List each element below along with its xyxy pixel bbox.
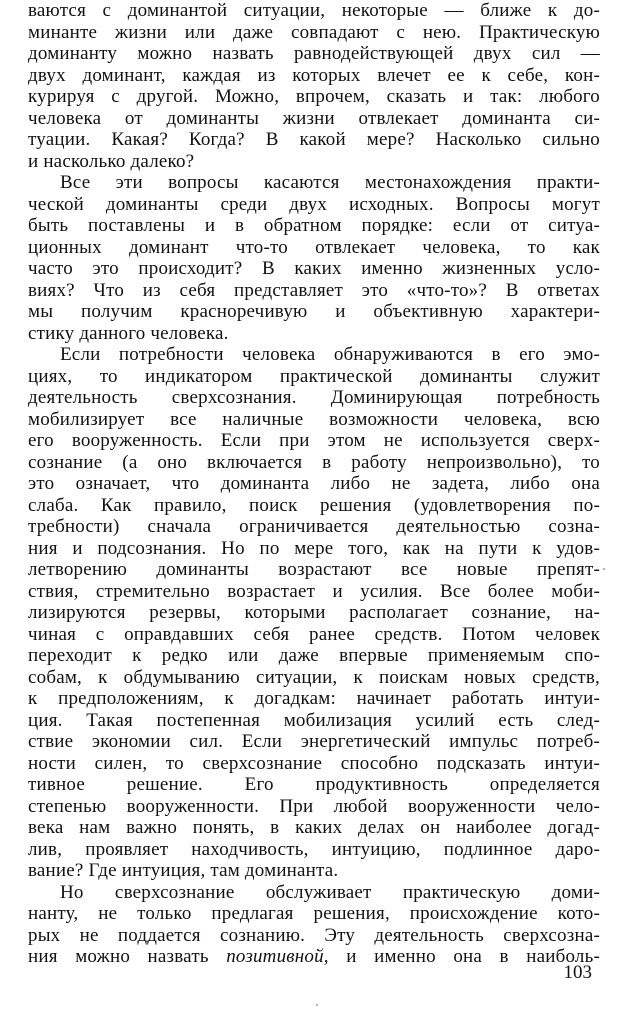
- text-line: переходит к редко или даже впервые применяемым спо-: [28, 645, 600, 666]
- text-line: мы получим красноречивую и объективную характери-: [28, 301, 600, 322]
- text-line: его вооруженность. Если при этом не используется сверх-: [28, 430, 600, 451]
- text-line: ствия, стремительно возрастает и усилия. Все более моби-: [28, 580, 600, 602]
- paragraph-4: [28, 882, 600, 968]
- text-line: века нам важно понять, в каких делах он наиболее догад-: [28, 817, 600, 838]
- text-line: мобилизирует все наличные возможности человека, всю: [28, 408, 600, 430]
- text-line: к предположениям, к догадкам: начинает работать интуи-: [28, 688, 600, 709]
- text-line: лив, проявляет находчивость, интуицию, подлинное даро-: [28, 838, 600, 860]
- text-line: требности) сначала ограничивается деятельностью созна-: [28, 516, 600, 537]
- text-line: нанту, не только предлагая решения, происхождение кото-: [28, 903, 600, 924]
- text-line: это означает, что доминанта либо не задета, либо она: [28, 473, 600, 494]
- text-line: двух доминант, каждая из которых влечет ее к себе, кон-: [28, 64, 600, 86]
- text-line: собам, к обдумыванию ситуации, к поискам новых средств,: [28, 666, 600, 688]
- text-line: летворению доминанты возрастают все новые препят-: [28, 559, 600, 580]
- text-line: Но сверхсознание обслуживает практическую доми-: [60, 881, 600, 903]
- paragraph-1: [28, 0, 600, 172]
- text-line: часто это происходит? В каких именно жизненных усло-: [28, 258, 600, 279]
- text-line: курируя с другой. Можно, впрочем, сказать и так: любого: [28, 86, 600, 107]
- paragraph-3: [28, 344, 600, 882]
- text-line: чиная с оправдавших себя ранее средств. Потом человек: [28, 623, 600, 645]
- text-line: ция. Такая постепенная мобилизация усилий есть след-: [28, 709, 600, 731]
- text-line: рых не поддается сознанию. Эту деятельность сверхсозна-: [28, 924, 600, 946]
- text-line: деятельность сверхсознания. Доминирующая потребность: [28, 387, 600, 408]
- text-line: быть поставлены и в обратном порядке: если от ситуа-: [28, 215, 600, 236]
- text-line: лизируются резервы, которыми располагает сознание, на-: [28, 602, 600, 623]
- text-line: ствие экономии сил. Если энергетический импульс потреб-: [28, 731, 600, 752]
- text-line: минанте жизни или даже совпадают с нею. Практическую: [28, 21, 600, 43]
- scan-speck: [603, 568, 605, 570]
- text-line: циях, то индикатором практической доминанты служит: [28, 365, 600, 387]
- scan-speck: [316, 1004, 318, 1006]
- text-line: человека от доминанты жизни отвлекает доминанта си-: [28, 107, 600, 129]
- text-line: ния можно назвать позитивной, и именно она в наиболь-: [28, 946, 600, 967]
- text-line: виях? Что из себя представляет это «что-то»? В ответах: [28, 279, 600, 301]
- paragraph-2: [28, 172, 600, 344]
- text-line: сознание (а оно включается в работу непроизвольно), то: [28, 451, 600, 473]
- page-number: 103: [563, 962, 592, 983]
- text-line: и насколько далеко?: [28, 150, 195, 172]
- text-line: ния и подсознания. Но по мере того, как на пути к удов-: [28, 537, 600, 559]
- text-line: ческой доминанты среди двух исходных. Вопросы могут: [28, 193, 600, 215]
- text-line: стику данного человека.: [28, 322, 229, 344]
- text-line: слаба. Как правило, поиск решения (удовлетворения по-: [28, 494, 600, 516]
- text-line: доминанту можно назвать равнодействующей двух сил —: [28, 43, 600, 64]
- text-line: тивное решение. Его продуктивность определяется: [28, 774, 600, 795]
- text-line: вание? Где интуиция, там доминанта.: [28, 860, 339, 881]
- italic-emphasis: позитивной,: [226, 946, 329, 967]
- text-line: степенью вооруженности. При любой вооруженности чело-: [28, 795, 600, 817]
- page-body: [28, 0, 600, 968]
- text-line: ности силен, то сверхсознание способно подсказать интуи-: [28, 752, 600, 774]
- text-line: ционных доминант что-то отвлекает человека, то как: [28, 236, 600, 258]
- text-line: Все эти вопросы касаются местонахождения практи-: [60, 172, 600, 193]
- text-line: ваются с доминантой ситуации, некоторые — ближе к до-: [28, 0, 600, 21]
- text-line: Если потребности человека обнаруживаются в его эмо-: [60, 344, 600, 365]
- text-line: туации. Какая? Когда? В какой мере? Насколько сильно: [28, 129, 600, 150]
